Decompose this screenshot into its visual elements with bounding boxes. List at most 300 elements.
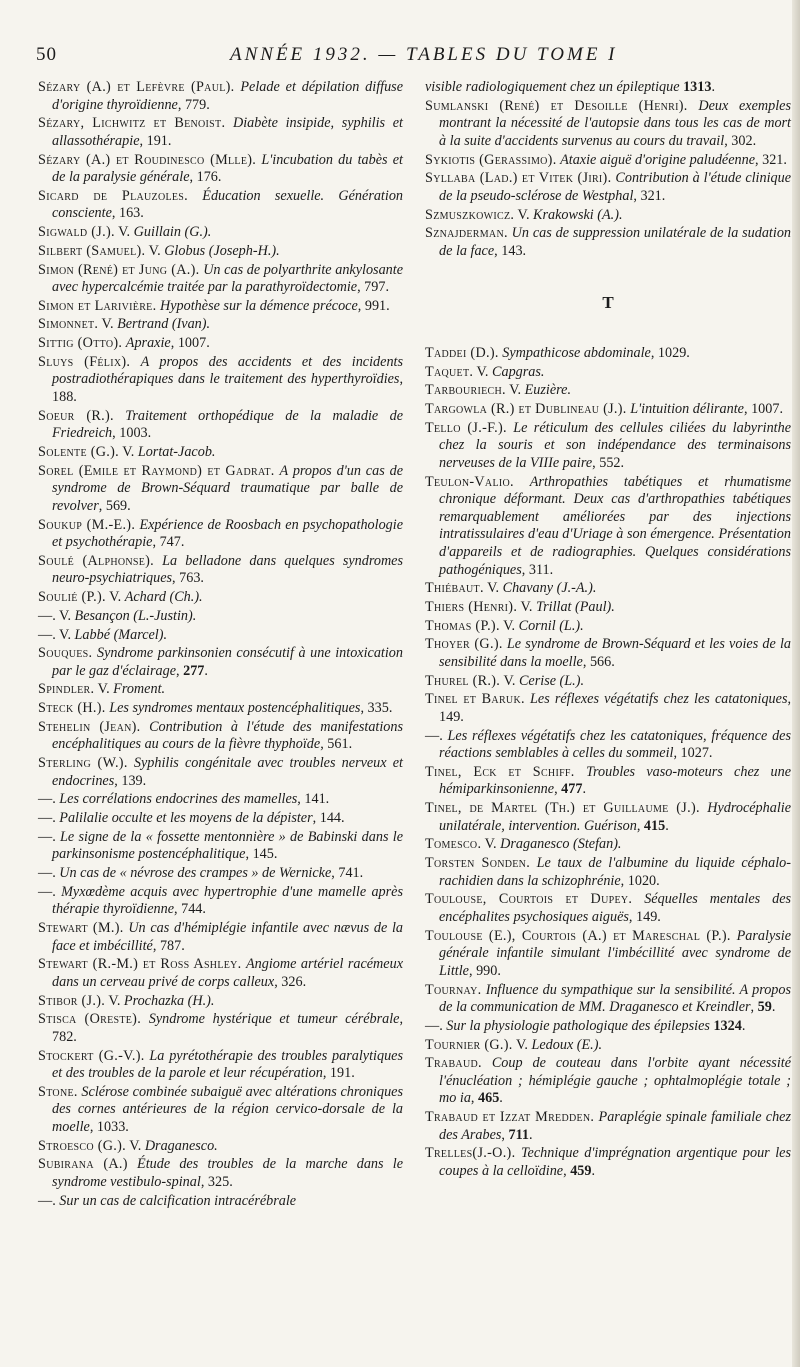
entry-author: Thurel (R.).	[425, 672, 501, 689]
entry-text	[154, 553, 162, 569]
entry-author: Sicard de Plauzoles.	[38, 187, 188, 204]
entry-text: .	[529, 1126, 533, 1143]
index-entry	[38, 79, 403, 114]
entry-title: Le réticulum des cellules ciliées du labyrinthe chez la souris et son indépendance des terminaisons nerveuses de la VIIIe paire	[439, 419, 791, 471]
index-section-s-continued	[425, 79, 791, 260]
entry-text	[188, 188, 202, 204]
index-entry	[425, 691, 791, 726]
entry-author: Torsten Sonden.	[425, 855, 531, 872]
index-entry	[425, 891, 791, 926]
entry-text: , 744.	[174, 901, 206, 918]
entry-text: V.	[514, 206, 534, 223]
index-entry	[38, 115, 403, 150]
entry-title: Éducation sexuelle. Génération consciente	[52, 187, 404, 222]
index-entry	[38, 1011, 403, 1046]
entry-author: Thiers (Henri).	[425, 598, 518, 615]
entry-title: Contribution à l'étude clinique de la pseudo-sclérose de Westphal	[439, 170, 792, 204]
entry-text: , 335.	[360, 700, 393, 717]
entry-title: Les réflexes végétatifs chez les catatoniques, fréquence des réactions semblables à celles du sommeil	[439, 727, 791, 762]
entry-title: Hydrocéphalie unilatérale, intervention. Guérison	[439, 800, 792, 834]
entry-text	[514, 474, 530, 490]
entry-text: V.	[483, 580, 503, 597]
index-entry	[425, 225, 791, 260]
entry-text: , 325.	[200, 1174, 233, 1190]
entry-text: V.	[500, 672, 519, 689]
entry-title: La pyrétothérapie des troubles paralytiques et des troubles de la parole et leur récupération	[52, 1047, 403, 1082]
index-entry	[38, 298, 403, 316]
entry-title: Étude des troubles de la marche dans le syndrome vestibulo-spinal	[52, 1156, 403, 1190]
index-entry	[425, 928, 791, 981]
index-column-right	[425, 79, 791, 1182]
page-number: 50	[36, 44, 57, 65]
index-entry	[425, 1037, 791, 1055]
entry-title: Un cas de « névrose des crampes » de Wernicke	[59, 865, 332, 882]
entry-text: , 552.	[592, 454, 625, 471]
index-section-t	[425, 345, 791, 1181]
entry-title: Pelade et dépilation diffuse d'origine thyroïdienne	[52, 79, 404, 113]
entry-text: ,	[750, 999, 758, 1016]
entry-title: visible radiologiquement chez un épileptique	[425, 79, 680, 95]
entry-title: Achard (Ch.).	[124, 589, 203, 606]
entry-text	[141, 719, 150, 735]
index-entry	[38, 517, 403, 552]
index-entry	[38, 993, 403, 1011]
entry-title: Sur un cas de calcification intracérébrale	[59, 1192, 297, 1209]
index-entry	[38, 224, 403, 242]
entry-author: Tinel, de Martel (Th.) et Guillaume (J.).	[425, 800, 700, 817]
entry-author: Steck (H.).	[38, 700, 106, 717]
index-entry	[38, 316, 403, 334]
entry-title: Syndrome hystérique et tumeur cérébrale	[148, 1011, 400, 1028]
index-entry	[425, 382, 791, 400]
entry-text: —.	[38, 828, 61, 845]
entry-text: , 139.	[114, 772, 147, 789]
entry-author: Soulié (P.).	[38, 589, 106, 606]
entry-page-bold: 277	[183, 662, 205, 679]
entry-author: Stehelin (Jean).	[38, 718, 141, 735]
index-entry	[425, 982, 791, 1017]
entry-title: Influence du sympathique sur la sensibilité. A propos de la communication de MM. Draganesco et Kreindler	[439, 981, 792, 1016]
entry-author: Sézary (A.) et Roudinesco (Mlle).	[38, 151, 257, 168]
index-entry	[425, 636, 791, 671]
entry-author: Sorel (Emile et Raymond) et Gadrat.	[38, 462, 275, 479]
entry-title: Bertrand (Ivan).	[117, 316, 211, 333]
index-entry	[38, 1156, 403, 1191]
entry-title: L'incubation du tabès et de la paralysie générale	[52, 151, 404, 186]
entry-title: Diabète insipide, syphilis et allassothérapie	[52, 115, 403, 149]
entry-page-bold: 415	[643, 817, 666, 834]
index-entry	[38, 1048, 403, 1083]
index-entry	[38, 1084, 403, 1137]
entry-text: .	[741, 1017, 746, 1034]
entry-page-bold: 459	[570, 1162, 592, 1179]
entry-title: Trillat (Paul).	[536, 598, 615, 615]
entry-text: V.	[505, 382, 525, 399]
entry-title: Prochazka (H.).	[123, 992, 215, 1009]
index-entry	[38, 791, 403, 809]
entry-title: Capgras.	[492, 363, 545, 380]
entry-text: , 1007.	[743, 401, 783, 418]
entry-title: Ataxie aiguë d'origine paludéenne	[560, 151, 755, 168]
entry-author: Soukup (M.-E.).	[38, 516, 136, 533]
entry-author: Stone.	[38, 1083, 78, 1100]
entry-text: , 797.	[357, 279, 389, 296]
entry-text: —. V.	[38, 626, 75, 643]
entry-title: Contribution à l'étude des manifestations encéphalitiques au cours de la fièvre thyphoïde	[52, 718, 404, 753]
entry-title: Krakowski (A.).	[533, 206, 623, 223]
entry-author: Simonnet.	[38, 316, 99, 333]
entry-title: Technique d'imprégnation argentique pour les coupes à la celloïdine	[439, 1145, 791, 1179]
index-entry	[38, 608, 403, 626]
entry-title: Hypothèse sur la démence précoce	[160, 297, 358, 314]
entry-text: ,	[563, 1162, 571, 1179]
entry-page-bold: 711	[508, 1126, 529, 1143]
page-header	[0, 0, 800, 80]
index-entry	[38, 810, 403, 828]
index-entry	[425, 420, 791, 473]
entry-text: —.	[425, 727, 448, 744]
entry-author: Toulouse, Courtois et Dupey.	[425, 891, 633, 908]
index-entry	[425, 152, 791, 170]
entry-text	[141, 1011, 149, 1027]
running-title: ANNÉE 1932. — TABLES DU TOME I	[230, 44, 618, 65]
entry-title: Traitement orthopédique de la maladie de Friedreich	[52, 407, 404, 442]
entry-author: Stibor (J.).	[38, 992, 106, 1009]
entry-author: Thoyer (G.).	[425, 636, 503, 653]
entry-text: .	[591, 1162, 596, 1179]
entry-text: V.	[512, 1036, 532, 1053]
entry-text: , 763.	[172, 570, 204, 587]
entry-author: Tinel et Baruk.	[425, 691, 525, 708]
entry-text: , 1007.	[170, 335, 210, 352]
index-entry	[38, 829, 403, 864]
entry-text: V.	[481, 836, 501, 853]
entry-title: A propos d'un cas de syndrome de Brown-Séquard traumatique par balle de revolver	[52, 462, 403, 514]
index-entry	[38, 865, 403, 883]
entry-text: V.	[119, 444, 138, 460]
index-entry	[425, 1055, 791, 1108]
entry-text	[128, 1156, 137, 1172]
entry-author: Tournay.	[425, 981, 482, 998]
index-entry	[425, 728, 791, 763]
entry-author: Tournier (G.).	[425, 1036, 513, 1053]
index-entry	[38, 354, 403, 407]
entry-title: Myxœdème acquis avec hypertrophie d'une mamelle après thérapie thyroïdienne	[52, 883, 403, 918]
entry-text: ,	[470, 1090, 479, 1107]
entry-text: ,	[501, 1126, 509, 1143]
entry-text: , 561.	[320, 736, 353, 753]
entry-text: .	[499, 1090, 503, 1107]
entry-author: Stisca (Oreste).	[38, 1011, 142, 1028]
section-letter: T	[602, 293, 614, 313]
entry-text: , 991.	[357, 297, 390, 314]
entry-author: Trabaud.	[425, 1055, 482, 1072]
entry-text: , 191.	[139, 132, 172, 149]
entry-title: Séquelles mentales des encéphalites psychosiques aiguës	[439, 891, 792, 925]
entry-text: , 302.	[724, 132, 757, 149]
entry-text: V.	[105, 589, 125, 606]
entry-author: Tinel, Eck et Schiff.	[425, 763, 575, 780]
entry-title: Globus (Joseph-H.).	[164, 242, 280, 259]
entry-author: Spindler.	[38, 681, 95, 698]
entry-title: Angiome artériel racémeux dans un cerveau privé de corps calleux	[52, 956, 403, 990]
index-entry	[38, 1193, 403, 1211]
entry-title: Draganesco.	[144, 1137, 218, 1154]
entry-title: Chavany (J.-A.).	[502, 580, 597, 597]
index-entry	[425, 345, 791, 363]
entry-author: Solente (G.).	[38, 444, 120, 460]
entry-text: —.	[38, 810, 60, 827]
entry-title: Syndrome parkinsonien consécutif à une intoxication par le gaz d'éclairage	[52, 645, 403, 679]
entry-page-bold: 477	[561, 781, 583, 798]
entry-author: Tarbouriech.	[425, 382, 506, 399]
entry-title: Un cas d'hémiplégie infantile avec nævus de la face et imbécillité	[52, 920, 404, 954]
entry-author: Sézary, Lichwitz et Benoist.	[38, 115, 226, 132]
entry-text: V.	[145, 242, 165, 259]
entry-author: Tello (J.-F.).	[425, 419, 507, 436]
entry-text: , 990.	[468, 962, 501, 979]
index-entry	[38, 1138, 403, 1156]
index-entry	[425, 79, 791, 97]
entry-title: Paralysie générale infantile simulant l'imbécillité avec syndrome de Little	[439, 927, 792, 979]
entry-text: .	[665, 817, 669, 834]
index-entry	[425, 364, 791, 382]
entry-text: —.	[425, 1017, 447, 1034]
entry-page-bold: 1313	[683, 79, 712, 95]
entry-text: V.	[473, 363, 493, 380]
entry-title: Cornil (L.).	[518, 617, 584, 634]
entry-text: ,	[636, 817, 644, 834]
entry-author: Targowla (R.) et Dublineau (J.).	[425, 401, 627, 418]
entry-page-bold: 465	[478, 1090, 500, 1107]
entry-author: Toulouse (E.), Courtois (A.) et Mareschal (P.).	[425, 927, 731, 944]
index-entry	[38, 719, 403, 754]
entry-author: Thiébaut.	[425, 580, 484, 597]
entry-author: Sykiotis (Gerassimo).	[425, 151, 557, 168]
entry-author: Taddei (D.).	[425, 345, 499, 361]
entry-text: , 149.	[628, 909, 661, 925]
entry-text	[632, 891, 644, 907]
index-column-left	[38, 79, 403, 1211]
entry-title: Guillain (G.).	[133, 224, 212, 241]
entry-title: Cerise (L.).	[518, 672, 584, 689]
entry-text: , 1029.	[650, 345, 690, 361]
index-entry	[38, 700, 403, 718]
entry-author: Syllaba (Lad.) et Vitek (Jiri).	[425, 170, 612, 187]
entry-author: Sumlanski (René) et Desoille (Henri).	[425, 97, 688, 114]
entry-text: V.	[105, 992, 124, 1009]
entry-title: La belladone dans quelques syndromes neuro-psychiatriques	[52, 552, 404, 587]
entry-text: , 188.	[52, 371, 403, 406]
entry-author: Stewart (M.).	[38, 920, 124, 937]
entry-text: , 321.	[633, 187, 666, 204]
entry-title: Palilalie occulte et les moyens de la dépister	[59, 810, 313, 827]
entry-author: Stewart (R.-M.) et Ross Ashley.	[38, 956, 242, 973]
entry-author: Sittig (Otto).	[38, 335, 123, 352]
entry-title: Expérience de Roosbach en psychopathologie et psychothérapie	[52, 516, 404, 551]
entry-title: Les syndromes mentaux postencéphalitiques	[109, 700, 361, 717]
entry-title: Le taux de l'albumine du liquide céphalo-rachidien dans la schizophrénie	[439, 855, 791, 889]
entry-author: Soeur (R.).	[38, 407, 114, 424]
entry-text: , 1033.	[89, 1119, 129, 1136]
index-entry	[425, 673, 791, 691]
entry-title: Le signe de la « fossette mentonnière » de Babinski dans le parkinsonisme postencéphalitique	[52, 828, 404, 863]
entry-text	[114, 408, 125, 424]
entry-text: , 779.	[177, 96, 210, 113]
entry-text	[688, 98, 699, 114]
entry-author: Sznajderman.	[425, 225, 508, 242]
entry-author: Simon (René) et Jung (A.).	[38, 261, 200, 278]
entry-title: Ledoux (E.).	[531, 1036, 602, 1053]
entry-text	[225, 115, 233, 131]
entry-title: Froment.	[113, 681, 166, 698]
entry-text: , 782.	[52, 1011, 404, 1045]
entry-text: .	[582, 781, 586, 798]
index-entry	[425, 764, 791, 799]
index-entry	[425, 800, 791, 835]
entry-page-bold: 1324	[713, 1017, 742, 1034]
entry-author: Sézary (A.) et Lefèvre (Paul).	[38, 79, 235, 95]
index-entry	[38, 262, 403, 297]
index-entry	[425, 1109, 791, 1144]
entry-text: V.	[126, 1137, 145, 1154]
entry-title: Les corrélations endocrines des mamelles	[59, 791, 298, 808]
index-entry	[38, 681, 403, 699]
index-entry	[425, 836, 791, 854]
index-entry	[38, 152, 403, 187]
entry-text: , 144.	[312, 810, 345, 827]
index-entry	[425, 401, 791, 419]
entry-text: , 191.	[322, 1065, 355, 1082]
entry-text	[130, 354, 140, 370]
index-entry	[38, 956, 403, 991]
entry-title: A propos des accidents et des incidents postradiothérapiques dans le traitement des hyperthyroïdies	[52, 353, 403, 388]
index-entry	[38, 188, 403, 223]
entry-title: Troubles vaso-moteurs chez une hémiparkinsonienne	[439, 763, 792, 798]
index-entry	[425, 170, 791, 205]
entry-text: .	[711, 79, 715, 95]
entry-title: Sclérose combinée subaiguë avec altérations chroniques des cornes antérieures de la région cervico-dorsale de la moelle	[52, 1083, 403, 1136]
entry-page-bold: 59	[757, 999, 772, 1016]
entry-title: Deux exemples montrant la nécessité de l'autopsie dans tous les cas de mort à la suite d'accidents survenus au cours du travail	[439, 97, 791, 149]
entry-author: Taquet.	[425, 363, 474, 380]
index-entry	[38, 627, 403, 645]
index-entry	[425, 1018, 791, 1036]
entry-text: —.	[38, 883, 62, 900]
entry-text: —.	[38, 865, 60, 882]
index-entry	[425, 618, 791, 636]
entry-text: , 321.	[755, 151, 787, 168]
entry-title: Draganesco (Stefan).	[500, 836, 622, 853]
entry-text: , 787.	[152, 937, 185, 954]
index-entry	[38, 755, 403, 790]
entry-author: Trabaud et Izzat Mredden.	[425, 1109, 595, 1126]
entry-text	[482, 1055, 492, 1071]
entry-text: V.	[94, 681, 114, 698]
entry-author: Szmuszkowicz.	[425, 206, 515, 223]
entry-author: Silbert (Samuel).	[38, 242, 146, 259]
entry-author: Sigwald (J.).	[38, 224, 115, 241]
entry-title: Euzière.	[524, 382, 571, 399]
index-entry	[425, 98, 791, 151]
entry-text: —.	[38, 1192, 60, 1209]
entry-text: , 143.	[494, 242, 527, 259]
entry-author: Sterling (W.).	[38, 755, 128, 772]
entry-text: , 145.	[245, 846, 278, 863]
index-entry	[38, 335, 403, 353]
entry-author: Teulon-Valio.	[425, 473, 514, 490]
entry-title: Labbé (Marcel).	[74, 626, 168, 643]
entry-text: —.	[38, 791, 60, 808]
index-entry	[425, 1145, 791, 1180]
entry-text: , 1003.	[112, 425, 152, 442]
entry-title: Coup de couteau dans l'orbite ayant nécessité l'énucléation ; hémiplégie gauche ; ophtalmoplégie totale ; mo ia	[439, 1055, 791, 1107]
entry-text: .	[204, 662, 208, 679]
index-entry	[38, 920, 403, 955]
entry-author: Stockert (G.-V.).	[38, 1047, 145, 1064]
entry-title: Lortat-Jacob.	[137, 444, 216, 460]
entry-text	[575, 764, 586, 780]
entry-text: , 149.	[439, 691, 792, 725]
index-entry	[425, 474, 791, 580]
entry-text: —. V.	[38, 607, 75, 624]
entry-author: Souques.	[38, 645, 93, 662]
entry-author: Tomesco.	[425, 836, 482, 853]
entry-author: Simon et Larivière.	[38, 297, 157, 314]
entry-author: Thomas (P.).	[425, 617, 500, 634]
entry-text: V.	[98, 316, 118, 333]
entry-text: , 163.	[111, 205, 144, 222]
entry-title: Paraplégie spinale familiale chez des Arabes	[439, 1109, 792, 1143]
index-entry	[38, 408, 403, 443]
entry-title: Sympathicose abdominale	[502, 345, 651, 361]
entry-author: Trelles(J.-O.).	[425, 1145, 516, 1162]
entry-author: Subirana (A.)	[38, 1156, 128, 1173]
entry-author: Stroesco (G.).	[38, 1137, 126, 1154]
entry-title: Les réflexes végétatifs chez les catatoniques	[530, 691, 788, 708]
entry-text: , 326.	[274, 973, 307, 990]
entry-title: Un cas de polyarthrite ankylosante avec hypercalcémie traitée par la parathyroïdectomie	[52, 261, 403, 296]
entry-text: , 741.	[331, 865, 364, 882]
index-entry	[425, 599, 791, 617]
index-entry	[425, 855, 791, 890]
entry-title: Un cas de suppression unilatérale de la sudation de la face	[439, 225, 792, 259]
entry-text: , 566.	[582, 653, 615, 670]
page-edge-shadow	[792, 0, 800, 1367]
index-entry	[38, 463, 403, 516]
entry-title: Besançon (L.-Justin).	[74, 607, 197, 624]
entry-text: , 311.	[521, 561, 554, 578]
entry-text: , 569.	[98, 497, 131, 514]
index-entry	[38, 553, 403, 588]
entry-text: V.	[114, 224, 134, 241]
entry-text: , 141.	[297, 791, 330, 808]
index-entry	[38, 589, 403, 607]
entry-title: Le syndrome de Brown-Séquard et les voies de la sensibilité dans la moelle	[439, 636, 792, 670]
index-entry	[38, 645, 403, 680]
index-entry	[38, 884, 403, 919]
entry-text: V.	[517, 598, 536, 615]
index-entry	[38, 444, 403, 462]
entry-title: L'intuition délirante	[630, 401, 744, 418]
entry-text: , 1027.	[673, 745, 713, 762]
entry-text: .	[771, 999, 776, 1016]
entry-title: Apraxie	[125, 335, 171, 352]
index-entry	[38, 243, 403, 261]
index-entry	[425, 580, 791, 598]
entry-text: ,	[176, 662, 184, 679]
entry-text: , 1020.	[620, 872, 660, 889]
